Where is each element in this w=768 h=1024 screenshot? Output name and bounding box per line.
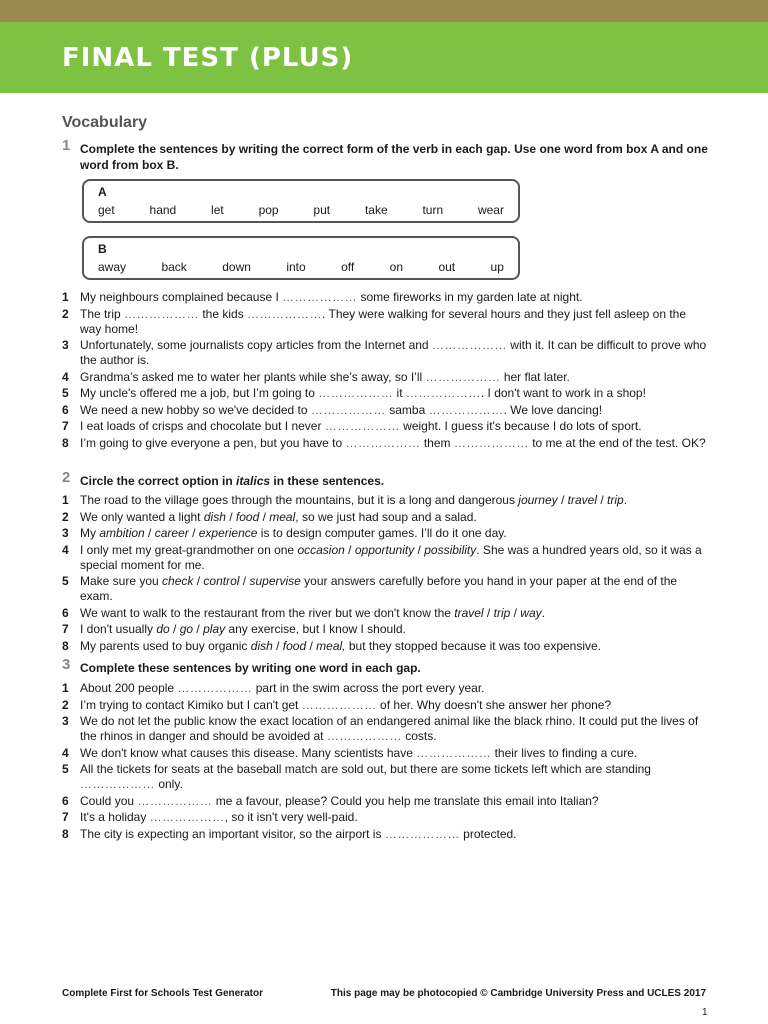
- list-item: 4 Grandma’s asked me to water her plants while she’s away, so I’ll ……………… her flat later.: [62, 369, 570, 384]
- option-word: career: [154, 526, 189, 540]
- list-item: 3 We do not let the public know the exact location of an endangered animal like the black rhino. It could put the lives of the rhinos in danger and should be avoided at ……………… costs.: [62, 714, 699, 743]
- exercise-3-instruction: [62, 656, 722, 676]
- option-word: control: [203, 574, 240, 588]
- box-word: take: [364, 203, 388, 217]
- item-number: 3: [62, 714, 69, 728]
- list-item: 5 Make sure you check / control / supervise your answers carefully before you hand in your paper at the end of the exam.: [62, 574, 678, 603]
- list-item: 4 I only met my great-grandmother on one occasion / opportunity / possibility. She was a hundred years old, so it was a special moment for me.: [62, 542, 702, 572]
- item-number: 3: [62, 338, 69, 352]
- exercise-2-items: [62, 493, 708, 655]
- box-word: pop: [258, 203, 279, 217]
- box-word: hand: [149, 203, 177, 217]
- option-word: travel: [567, 493, 598, 507]
- option-word: do: [156, 622, 170, 636]
- option-word: possibility: [424, 542, 477, 557]
- box-words: [98, 203, 504, 217]
- answer-gap: ………………: [149, 810, 225, 824]
- option-word: food: [282, 638, 307, 653]
- box-label: B: [98, 242, 107, 256]
- list-item: 8 I’m going to give everyone a pen, but you have to ……………… them ……………… to me at the end of the test. OK?: [62, 435, 706, 450]
- answer-gap: ………………: [326, 729, 402, 743]
- item-number: 6: [62, 402, 69, 417]
- list-item: 5 My uncle's offered me a job, but I’m going to ……………… it ………………. I don't want to work in a shop!: [62, 386, 646, 400]
- item-number: 5: [62, 386, 69, 400]
- instruction-text: Circle the correct option in italics in these sentences.: [80, 474, 385, 488]
- list-item: 3 Unfortunately, some journalists copy articles from the Internet and ……………… with it. It can be difficult to prove who the author is.: [62, 338, 707, 367]
- item-number: 4: [62, 745, 69, 760]
- answer-gap: ………………: [425, 369, 501, 384]
- item-number: 5: [62, 574, 69, 588]
- item-number: 7: [62, 810, 69, 824]
- box-word: put: [313, 203, 331, 217]
- box-word: up: [490, 260, 504, 274]
- option-word: meal: [269, 509, 296, 524]
- list-item: 4 We don't know what causes this disease. Many scientists have ……………… their lives to finding a cure.: [62, 745, 638, 760]
- item-number: 2: [62, 697, 69, 712]
- item-number: 4: [62, 542, 69, 557]
- word-box-b: [82, 236, 520, 280]
- answer-gap: ………………: [324, 419, 400, 433]
- option-word: dish: [203, 509, 226, 524]
- item-number: 4: [62, 369, 69, 384]
- answer-gap: ………………: [318, 386, 394, 400]
- option-word: dish: [250, 638, 273, 653]
- answer-gap: ………………: [345, 435, 421, 450]
- box-words: [98, 260, 504, 274]
- instruction-text: Complete the sentences by writing the correct form of the verb in each gap. Use one word from box A and one word from box B.: [80, 142, 708, 172]
- exercise-1-instruction: [62, 137, 722, 173]
- instruction-text: Complete these sentences by writing one word in each gap.: [80, 661, 421, 675]
- list-item: 1 About 200 people ……………… part in the swim across the port every year.: [62, 681, 485, 695]
- option-word: food: [235, 509, 260, 524]
- footer-right: This page may be photocopied © Cambridge University Press and UCLES 2017: [330, 988, 706, 999]
- exercise-3-items: [62, 681, 708, 843]
- list-item: 6 We want to walk to the restaurant from the river but we don't know the travel / trip / way.: [62, 605, 545, 620]
- list-item: 6 Could you ……………… me a favour, please? Could you help me translate this email into Italian?: [62, 793, 599, 808]
- top-strip: [0, 0, 768, 22]
- answer-gap: ………………: [428, 402, 504, 417]
- item-number: 2: [62, 306, 69, 321]
- item-number: 1: [62, 493, 69, 507]
- list-item: 1 My neighbours complained because I ……………… some fireworks in my garden late at night.: [62, 290, 583, 304]
- answer-gap: ………………: [247, 306, 323, 321]
- answer-gap: ………………: [453, 435, 529, 450]
- answer-gap: ………………: [384, 826, 460, 841]
- section-heading: Vocabulary: [62, 114, 148, 131]
- item-number: 3: [62, 526, 69, 540]
- item-number: 6: [62, 605, 69, 620]
- list-item: 2 I’m trying to contact Kimiko but I can't get ……………… of her. Why doesn't she answer her phone?: [62, 697, 612, 712]
- list-item: 8 My parents used to buy organic dish / food / meal, but they stopped because it was too expensive.: [62, 638, 602, 653]
- item-number: 8: [62, 826, 69, 841]
- answer-gap: ………………: [80, 777, 155, 791]
- list-item: 3 My ambition / career / experience is to design computer games. I’ll do it one day.: [62, 526, 507, 540]
- page-title: FINAL TEST (PLUS): [62, 43, 354, 73]
- box-word: get: [98, 203, 115, 217]
- answer-gap: ………………: [405, 386, 481, 400]
- footer-left: Complete First for Schools Test Generator: [62, 988, 263, 999]
- item-number: 1: [62, 290, 69, 304]
- option-word: experience: [198, 526, 258, 540]
- box-word: on: [389, 260, 404, 274]
- answer-gap: ………………: [310, 402, 386, 417]
- option-word: journey: [518, 493, 558, 507]
- list-item: 2 We only wanted a light dish / food / meal, so we just had soup and a salad.: [62, 509, 477, 524]
- option-word: trip: [493, 605, 511, 620]
- answer-gap: ………………: [137, 793, 213, 808]
- list-item: 1 The road to the village goes through the mountains, but it is a long and dangerous journey / travel / trip.: [62, 493, 628, 507]
- box-word: wear: [477, 203, 504, 217]
- exercise-number: 1: [62, 137, 71, 154]
- word-box-a: [82, 179, 520, 223]
- option-word: supervise: [249, 574, 301, 588]
- box-word: back: [161, 260, 187, 274]
- list-item: 7 It's a holiday ………………, so it isn't very well-paid.: [62, 810, 358, 824]
- exercise-1-items: [62, 290, 708, 452]
- option-word: travel: [454, 605, 484, 620]
- exercise-number: 2: [62, 469, 71, 486]
- option-word: play: [203, 622, 226, 636]
- box-word: turn: [422, 203, 444, 217]
- list-item: 5 All the tickets for seats at the baseball match are sold out, but there are some tickets left which are standing ……………… only.: [62, 762, 651, 791]
- box-word: let: [211, 203, 224, 217]
- box-word: away: [98, 260, 127, 274]
- option-word: ambition: [99, 526, 145, 540]
- item-number: 6: [62, 793, 69, 808]
- item-number: 7: [62, 622, 69, 636]
- option-word: opportunity: [354, 542, 415, 557]
- box-word: into: [286, 260, 306, 274]
- answer-gap: ………………: [124, 306, 200, 321]
- exercise-number: 3: [62, 656, 71, 673]
- answer-gap: ………………: [282, 290, 358, 304]
- list-item: 8 The city is expecting an important visitor, so the airport is ……………… protected.: [62, 826, 517, 841]
- list-item: 7 I eat loads of crisps and chocolate but I never ……………… weight. I guess it's because I do lots of sport.: [62, 419, 642, 433]
- item-number: 5: [62, 762, 69, 776]
- list-item: 6 We need a new hobby so we've decided to ……………… samba ………………. We love dancing!: [62, 402, 603, 417]
- option-word: way: [520, 605, 542, 620]
- answer-gap: ………………: [177, 681, 253, 695]
- item-number: 1: [62, 681, 69, 695]
- option-word: check: [162, 574, 194, 588]
- answer-gap: ………………: [301, 697, 377, 712]
- page-number: 1: [702, 1007, 708, 1018]
- item-number: 7: [62, 419, 69, 433]
- list-item: 2 The trip ……………… the kids ………………. They were walking for several hours and they just fell asleep on the way home!: [62, 306, 687, 336]
- list-item: 7 I don't usually do / go / play any exercise, but I know I should.: [62, 622, 406, 636]
- answer-gap: ………………: [416, 745, 492, 760]
- item-number: 2: [62, 509, 69, 524]
- box-word: down: [222, 260, 251, 274]
- option-word: go: [179, 622, 194, 636]
- answer-gap: ………………: [431, 338, 507, 352]
- option-word: occasion: [297, 542, 345, 557]
- exercise-2-instruction: [62, 469, 722, 489]
- box-word: off: [341, 260, 355, 274]
- item-number: 8: [62, 435, 69, 450]
- item-number: 8: [62, 638, 69, 653]
- option-word: meal,: [316, 638, 346, 653]
- box-label: A: [98, 185, 107, 199]
- box-word: out: [438, 260, 456, 274]
- option-word: trip: [607, 493, 624, 507]
